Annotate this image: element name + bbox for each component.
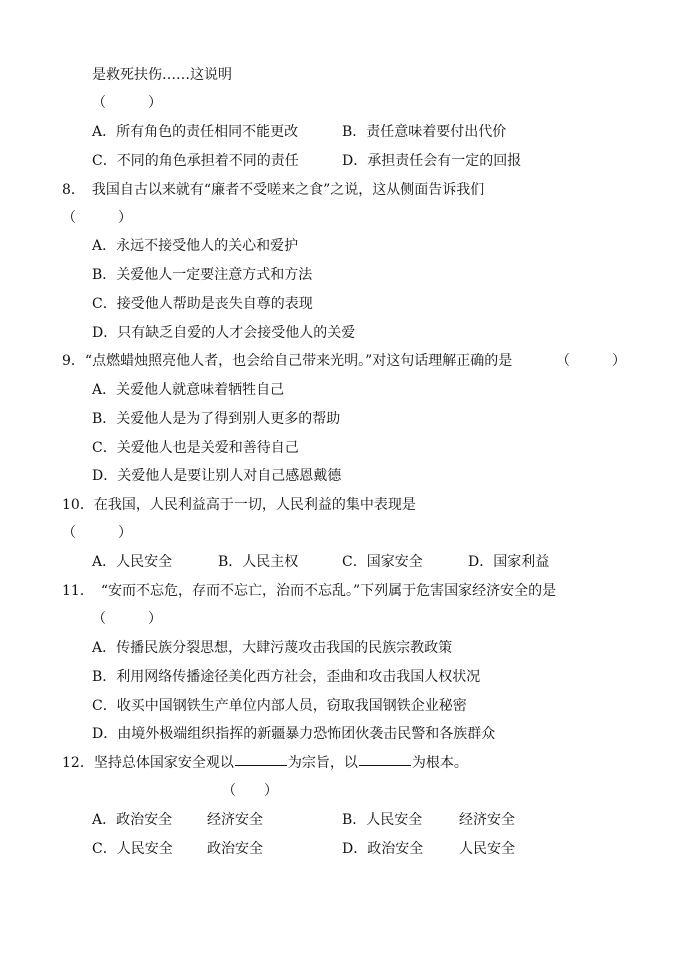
question-7-option-d: D．承担责任会有一定的回报: [342, 153, 522, 169]
question-10-option-d: D．国家利益: [468, 554, 550, 570]
question-7-answer-paren: （ ）: [92, 95, 162, 111]
question-8-option-c: C．接受他人帮助是丧失自尊的表现: [92, 296, 313, 312]
question-11-option-b: B．利用网络传播途径美化西方社会，歪曲和攻击我国人权状况: [92, 669, 481, 685]
question-10-option-a: A．人民安全: [92, 554, 173, 570]
question-12-option-d-first: D．政治安全: [342, 841, 424, 857]
question-12-option-a-second: 经济安全: [207, 812, 263, 828]
question-7-option-b: B．责任意味着要付出代价: [342, 124, 507, 140]
question-10-stem: 10．在我国，人民利益高于一切，人民利益的集中表现是: [62, 497, 416, 513]
question-10-option-b: B．人民主权: [218, 554, 299, 570]
question-11-option-d: D．由境外极端组织指挥的新疆暴力恐怖团伙袭击民警和各族群众: [92, 726, 496, 742]
question-9-stem: 9．“点燃蜡烛照亮他人者，也会给自己带来光明。”对这句话理解正确的是: [62, 353, 513, 369]
question-12-option-d-second: 人民安全: [459, 841, 515, 857]
question-7-stem-continued: 是救死扶伤……这说明: [92, 67, 232, 83]
question-10-answer-paren: （ ）: [62, 525, 132, 541]
question-8-option-b: B．关爱他人一定要注意方式和方法: [92, 267, 313, 283]
question-12-stem-part-1: 12．坚持总体国家安全观以: [62, 755, 234, 771]
question-12-stem: [62, 754, 468, 772]
question-9-answer-paren: （ ）: [556, 353, 626, 369]
question-11-stem: 11． “安而不忘危，存而不忘亡，治而不忘乱。”下列属于危害国家经济安全的是: [62, 583, 557, 599]
question-7-option-a: A．所有角色的责任相同不能更改: [92, 124, 299, 140]
question-12-stem-part-2: 为宗旨，以: [287, 755, 358, 771]
question-12-option-b-first: B．人民安全: [342, 812, 423, 828]
question-12-stem-part-3: 为根本。: [411, 755, 468, 771]
question-11-answer-paren: （ ）: [92, 611, 162, 627]
question-8-option-d: D．只有缺乏自爱的人才会接受他人的关爱: [92, 325, 356, 341]
question-9-option-a: A．关爱他人就意味着牺牲自己: [92, 382, 285, 398]
question-9-option-b: B．关爱他人是为了得到别人更多的帮助: [92, 411, 341, 427]
question-12-option-b-second: 经济安全: [459, 812, 515, 828]
question-9-option-c: C．关爱他人也是关爱和善待自己: [92, 440, 299, 456]
question-8-option-a: A．永远不接受他人的关心和爱护: [92, 238, 299, 254]
question-9-option-d: D．关爱他人是要让别人对自己感恩戴德: [92, 468, 342, 484]
question-11-option-c: C．收买中国钢铁生产单位内部人员，窃取我国钢铁企业秘密: [92, 698, 467, 714]
question-12-option-c-second: 政治安全: [207, 841, 263, 857]
question-10-option-c: C．国家安全: [342, 554, 423, 570]
question-11-option-a: A．传播民族分裂思想，大肆污蔑攻击我国的民族宗教政策: [92, 640, 453, 656]
question-12-option-c-first: C．人民安全: [92, 841, 173, 857]
question-12-answer-paren: （ ）: [222, 783, 278, 799]
question-12-option-a-first: A．政治安全: [92, 812, 173, 828]
question-7-option-c: C．不同的角色承担着不同的责任: [92, 153, 299, 169]
fill-in-blank-1: [235, 764, 287, 766]
fill-in-blank-2: [359, 764, 411, 766]
question-8-stem: 8． 我国自古以来就有“廉者不受嗟来之食”之说，这从侧面告诉我们: [62, 182, 485, 198]
question-8-answer-paren: （ ）: [62, 210, 132, 226]
